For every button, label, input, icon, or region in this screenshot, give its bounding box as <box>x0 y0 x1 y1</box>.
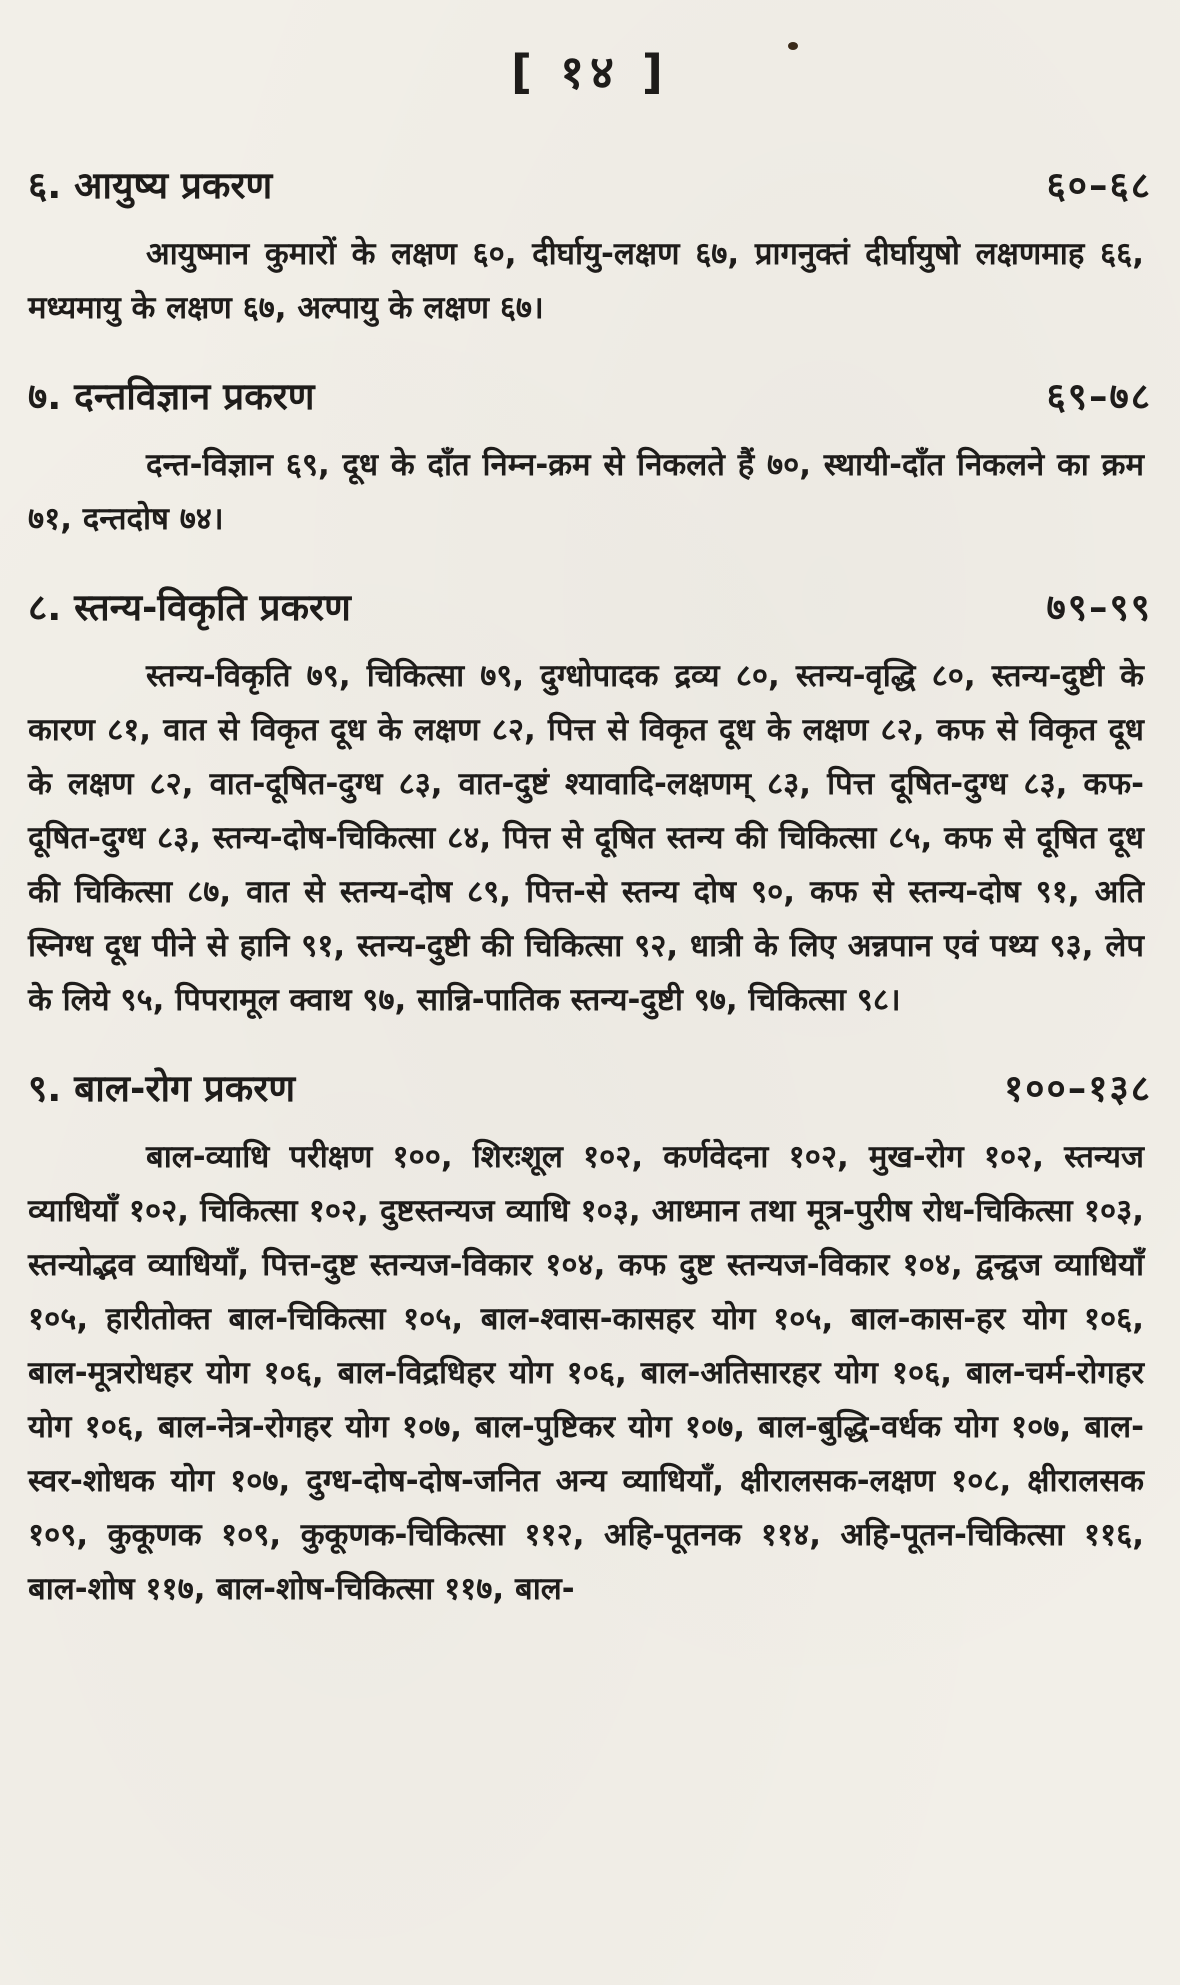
page-range: १००–१३८ <box>1004 1067 1152 1110</box>
ink-blot <box>788 42 798 50</box>
section-heading: ६. आयुष्य प्रकरण <box>28 164 273 207</box>
section-contents: दन्त-विज्ञान ६९, दूध के दाँत निम्न-क्रम से निकलते हैं ७०, स्थायी-दाँत निकलने का क्रम ७१, दन्तदोष ७४। <box>28 447 1144 537</box>
section-heading: ७. दन्तविज्ञान प्रकरण <box>28 375 315 418</box>
section-heading-row <box>28 1061 1152 1112</box>
section-heading-row <box>28 580 1152 631</box>
section-dantavigyan <box>28 369 1152 546</box>
page-number: [ १४ ] <box>511 45 669 99</box>
section-heading: ८. स्तन्य-विकृति प्रकरण <box>28 586 351 629</box>
page-range: ६०–६८ <box>1046 164 1152 207</box>
section-bal-rog <box>28 1061 1152 1616</box>
section-heading-row <box>28 158 1152 209</box>
section-heading-row <box>28 369 1152 420</box>
section-stanya-vikriti <box>28 580 1152 1027</box>
section-contents: बाल-व्याधि परीक्षण १००, शिरःशूल १०२, कर्णवेदना १०२, मुख-रोग १०२, स्तन्यज व्याधियाँ १०२, चिकित्सा १०२, दुष्टस्तन्यज व्याधि १०३, आध्मान तथा मूत्र-पुरीष रोध-चिकित्सा १०३, स्तन्योद्भव व्याधियाँ, पित्त-दुष्ट स्तन्यज-विकार १०४, कफ दुष्ट स्तन्यज-विकार १०४, द्वन्द्वज व्याधियाँ १०५, हारीतोक्त बाल-चिकित्सा १०५, बाल-श्वास-कासहर योग १०५, बाल-कास-हर योग १०६, बाल-मूत्ररोधहर योग १०६, बाल-विद्रधिहर योग १०६, बाल-अतिसारहर योग १०६, बाल-चर्म-रोगहर योग १०६, बाल-नेत्र-रोगहर योग १०७, बाल-पुष्टिकर योग १०७, बाल-बुद्धि-वर्धक योग १०७, बाल-स्वर-शोधक योग १०७, दुग्ध-दोष-दोष-जनित अन्य व्याधियाँ, क्षीरालसक-लक्षण १०८, क्षीरालसक १०९, कुकूणक १०९, कुकूणक-चिकित्सा ११२, अहि-पूतनक ११४, अहि-पूतन-चिकित्सा ११६, बाल-शोष ११७, बाल-शोष-चिकित्सा ११७, बाल- <box>28 1139 1144 1607</box>
section-contents: स्तन्य-विकृति ७९, चिकित्सा ७९, दुग्धोपादक द्रव्य ८०, स्तन्य-वृद्धि ८०, स्तन्य-दुष्टी के कारण ८१, वात से विकृत दूध के लक्षण ८२, पित्त से विकृत दूध के लक्षण ८२, कफ से विकृत दूध के लक्षण ८२, वात-दूषित-दुग्ध ८३, वात-दुष्टं श्यावादि-लक्षणम् ८३, पित्त दूषित-दुग्ध ८३, कफ-दूषित-दुग्ध ८३, स्तन्य-दोष-चिकित्सा ८४, पित्त से दूषित स्तन्य की चिकित्सा ८५, कफ से दूषित दूध की चिकित्सा ८७, वात से स्तन्य-दोष ८९, पित्त-से स्तन्य दोष ९०, कफ से स्तन्य-दोष ९१, अति स्निग्ध दूध पीने से हानि ९१, स्तन्य-दुष्टी की चिकित्सा ९२, धात्री के लिए अन्नपान एवं पथ्य ९३, लेप के लिये ९५, पिपरामूल क्वाथ ९७, सान्नि-पातिक स्तन्य-दुष्टी ९७, चिकित्सा ९८। <box>28 658 1144 1018</box>
page-range: ६९–७८ <box>1046 375 1152 418</box>
page-range: ७९–९९ <box>1046 586 1152 629</box>
section-heading: ९. बाल-रोग प्रकरण <box>28 1067 296 1110</box>
section-contents: आयुष्मान कुमारों के लक्षण ६०, दीर्घायु-लक्षण ६७, प्रागनुक्तं दीर्घायुषो लक्षणमाह ६६, मध्यमायु के लक्षण ६७, अल्पायु के लक्षण ६७। <box>28 236 1144 326</box>
section-ayushya <box>28 158 1152 335</box>
